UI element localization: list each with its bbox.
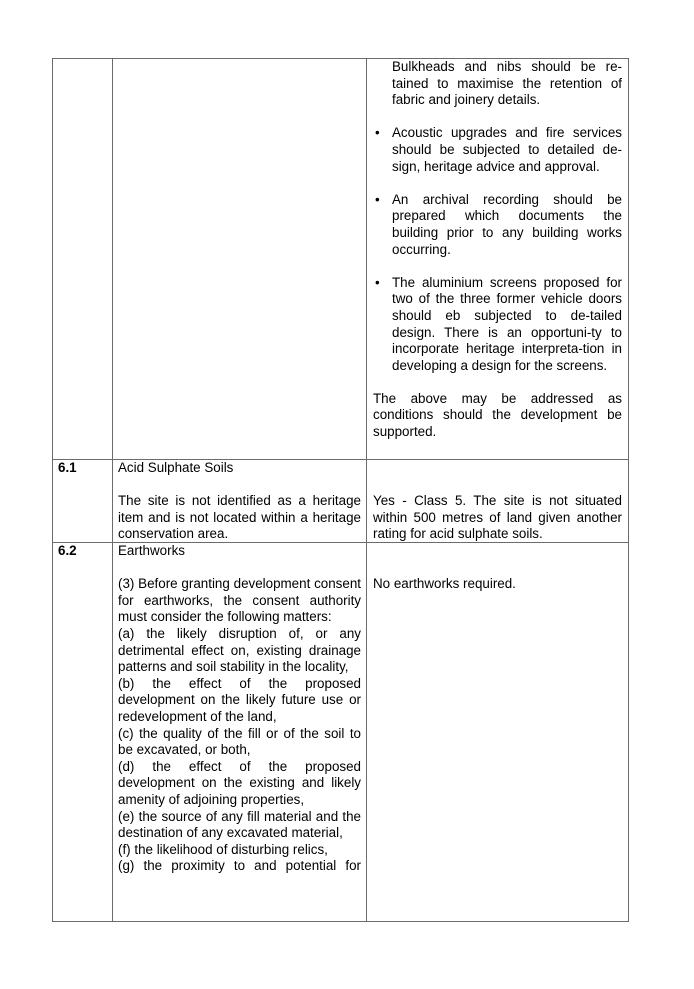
earthworks-matter: (a) the likely disruption of, or any detrimental effect on, existing drainage patterns and soil stability in the locality,: [118, 625, 361, 675]
recommendation-text: Acoustic upgrades and fire services should be subjected to detailed de-sign, heritage advice and approval.: [392, 125, 622, 174]
table-divider-1: [112, 58, 113, 922]
earthworks-matter: (f) the likelihood of disturbing relics,: [118, 841, 328, 857]
earthworks-intro: (3) Before granting development consent for earthworks, the consent authority must consider the following matters:: [118, 576, 361, 625]
earthworks-matter: (b) the effect of the proposed development on the likely future use or redevelopment of the land,: [118, 675, 361, 724]
row-heading: [118, 543, 361, 875]
recommendation-item: [373, 275, 622, 375]
row-comment: [373, 576, 622, 593]
bullet-icon: •: [375, 191, 380, 207]
conditions-note: The above may be addressed as conditions should the development be supported.: [373, 390, 622, 440]
table-divider-2: [366, 58, 367, 922]
bullet-icon: •: [375, 274, 380, 290]
table-border-bottom: [52, 921, 629, 922]
earthworks-matter: (d) the effect of the proposed development on the existing and likely amenity of adjoining properties,: [118, 758, 361, 807]
row-number: 6.2: [58, 543, 77, 558]
bullet-icon: •: [375, 125, 380, 141]
earthworks-matter: (g) the proximity to and potential for: [118, 858, 361, 874]
earthworks-matter: (c) the quality of the fill or of the soil to be excavated, or both,: [118, 725, 361, 758]
recommendation-item: [373, 125, 622, 175]
recommendation-text: The aluminium screens proposed for two of the three former vehicle doors should eb subjected to de-tailed design. There is an opportuni-ty to incorporate heritage interpreta-tion in developing a design for the screens.: [392, 274, 622, 373]
comment-text: Yes - Class 5. The site is not situated within 500 metres of land given another rating for acid sulphate soils.: [373, 493, 622, 542]
table-border-left: [52, 58, 53, 922]
row-heading: [118, 460, 361, 543]
table-border-right: [628, 58, 629, 922]
comment-text: No earthworks required.: [373, 576, 516, 591]
row-number: 6.1: [58, 460, 77, 475]
recommendation-item: [373, 192, 622, 258]
row-title: Earthworks: [118, 543, 185, 558]
row-title: Acid Sulphate Soils: [118, 460, 234, 475]
heritage-recommendations-list: [373, 59, 622, 374]
row-description: The site is not identified as a heritage item and is not located within a heritage conservation area.: [118, 493, 361, 542]
earthworks-matter: (e) the source of any fill material and the destination of any excavated material,: [118, 808, 361, 841]
recommendation-text: An archival recording should be prepared which documents the building prior to any building works occurring.: [392, 191, 622, 257]
recommendation-item: [373, 59, 622, 109]
row-comment: [373, 493, 622, 543]
recommendation-text: Bulkheads and nibs should be re-tained to maximise the retention of fabric and joinery details.: [392, 59, 622, 108]
continuation-comment-cell: [373, 59, 622, 441]
